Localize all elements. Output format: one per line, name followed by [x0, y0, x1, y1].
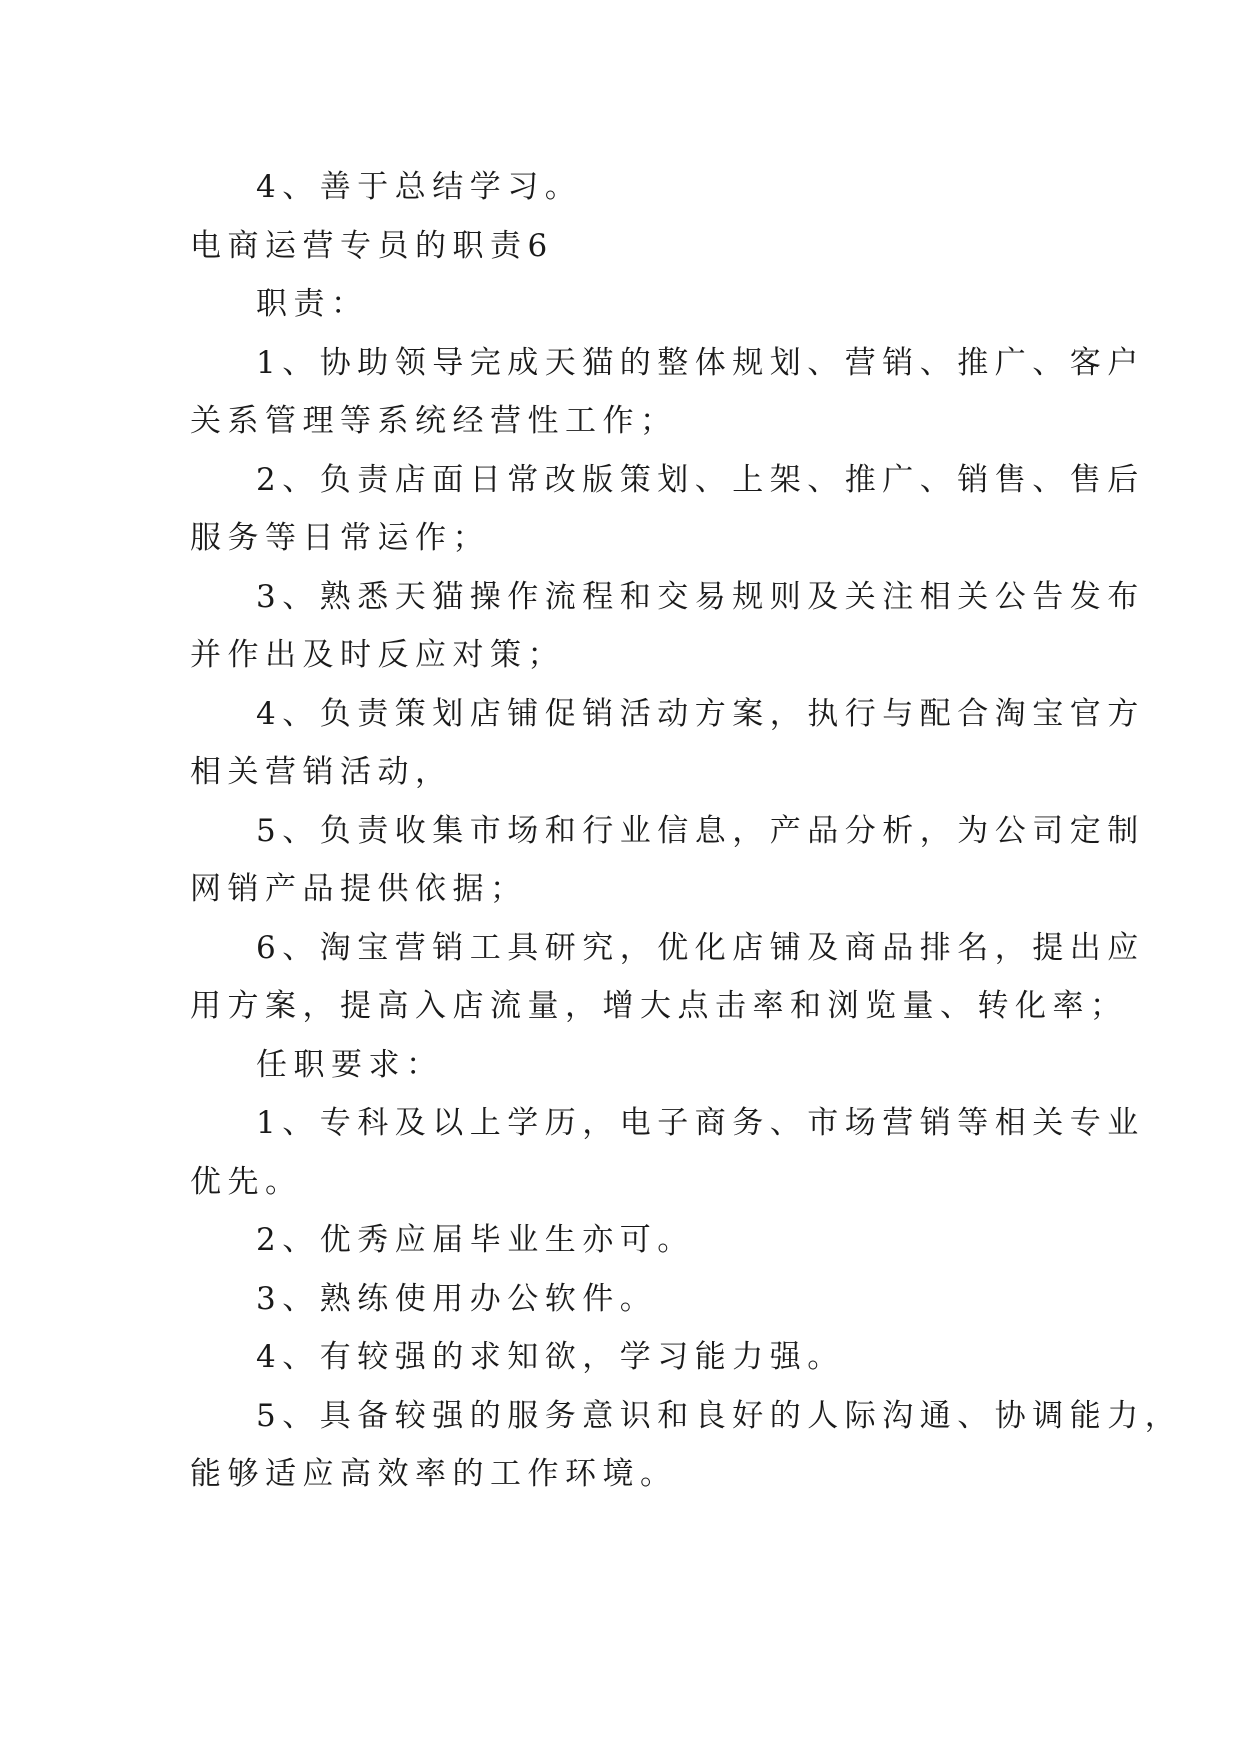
- paragraph-line: 4、有较强的求知欲，学习能力强。: [256, 1339, 845, 1375]
- paragraph-line: 1、协助领导完成天猫的整体规划、营销、推广、客户: [256, 344, 1145, 381]
- paragraph-line: 关系管理等系统经营性工作；: [190, 403, 678, 439]
- paragraph-line: 5、具备较强的服务意识和良好的人际沟通、协调能力，: [256, 1397, 1183, 1434]
- paragraph-line: 相关营销活动，: [190, 754, 453, 790]
- paragraph-line: 优先。: [190, 1163, 303, 1200]
- paragraph-line: 3、熟悉天猫操作流程和交易规则及关注相关公告发布: [256, 578, 1145, 615]
- paragraph-line: 并作出及时反应对策；: [190, 637, 565, 673]
- paragraph-line: 5、负责收集市场和行业信息，产品分析，为公司定制: [256, 812, 1145, 849]
- paragraph-line: 用方案，提高入店流量，增大点击率和浏览量、转化率；: [190, 988, 1128, 1024]
- paragraph-line: 4、善于总结学习。: [256, 169, 583, 205]
- paragraph-line: 4、负责策划店铺促销活动方案，执行与配合淘宝官方: [256, 695, 1145, 732]
- section-heading: 电商运营专员的职责6: [190, 227, 554, 264]
- paragraph-line: 1、专科及以上学历，电子商务、市场营销等相关专业: [256, 1105, 1145, 1141]
- paragraph-line: 能够适应高效率的工作环境。: [190, 1456, 678, 1492]
- subsection-label: 任职要求：: [256, 1046, 444, 1083]
- document-body: [190, 158, 1183, 1504]
- paragraph-line: 2、负责店面日常改版策划、上架、推广、销售、售后: [256, 461, 1145, 498]
- paragraph-line: 6、淘宝营销工具研究，优化店铺及商品排名，提出应: [256, 929, 1145, 966]
- subsection-label: 职责：: [256, 286, 369, 322]
- paragraph-line: 服务等日常运作；: [190, 520, 490, 556]
- paragraph-line: 网销产品提供依据；: [190, 871, 528, 907]
- paragraph-line: 3、熟练使用办公软件。: [256, 1280, 658, 1317]
- paragraph-line: 2、优秀应届毕业生亦可。: [256, 1222, 695, 1258]
